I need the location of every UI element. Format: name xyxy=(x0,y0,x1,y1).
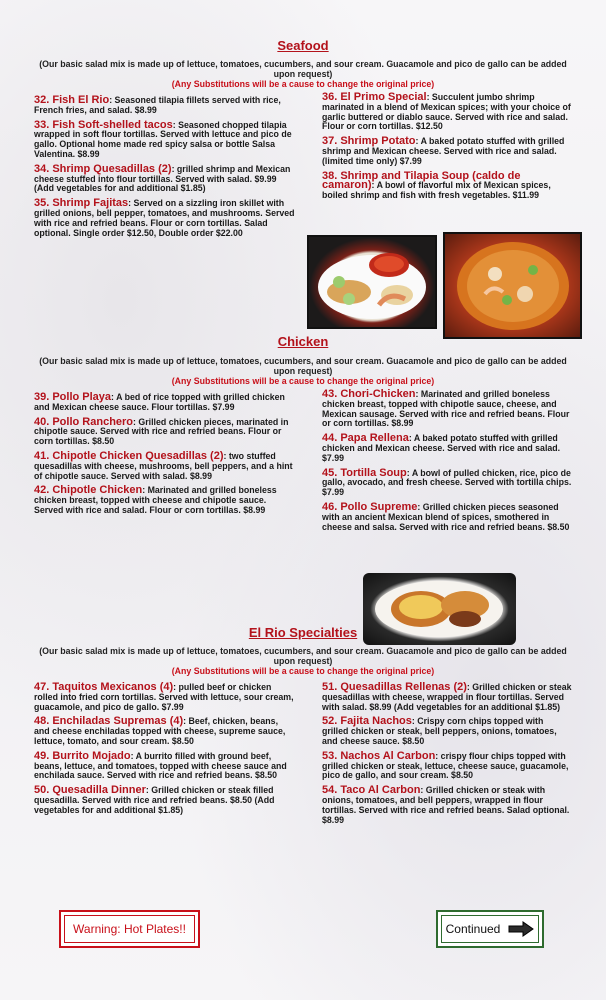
menu-item-description: : A baked potato stuffed with grilled chicken and Mexican cheese. Served with rice and salad. $7.99 xyxy=(322,433,561,463)
soup-bowl-illustration xyxy=(445,234,580,337)
menu-item xyxy=(34,486,296,515)
menu-item-description: : Grilled chicken or steak with onions, tomatoes, and bell peppers, wrapped in flour tortillas. Served with rice and refried beans. Salad optional. $8.99 xyxy=(322,785,570,825)
menu-item-name: 48. Enchiladas Supremas (4) xyxy=(34,715,184,728)
seafood-intro xyxy=(30,59,576,89)
menu-item-name: 51. Quesadillas Rellenas (2) xyxy=(322,681,467,693)
chicken-title: Chicken xyxy=(277,334,329,349)
menu-item xyxy=(34,96,296,116)
menu-item-description: : Crispy corn chips topped with grilled chicken or steak, bell peppers, onions, tomatoes, and cheese sauce. $8.50 xyxy=(322,716,557,746)
menu-item xyxy=(322,500,572,532)
chicken-left-column xyxy=(34,393,296,521)
menu-item-description: : A burrito filled with ground beef, beans, lettuce, and tomatoes, topped with cheese sauce and enchilada sauce. Served with rice and refried beans. $8.50 xyxy=(34,750,287,781)
menu-item xyxy=(322,93,572,132)
menu-item xyxy=(34,162,296,194)
menu-item-description: : Seasoned tilapia fillets served with rice, French fries, and salad. $8.99 xyxy=(34,95,281,115)
menu-item-name: 32. Fish El Rio xyxy=(34,94,110,106)
specialties-right-column xyxy=(322,683,572,830)
menu-item-description: : Grilled chicken pieces, marinated in chipotle sauce. Served with rice and refried beans. Flour or corn tortillas. $8.50 xyxy=(34,416,289,447)
menu-item xyxy=(34,683,296,712)
specialties-left-column xyxy=(34,683,296,821)
right-arrow-icon xyxy=(508,921,534,937)
menu-item-name: 54. Taco Al Carbon xyxy=(322,784,421,797)
menu-item-name: 46. Pollo Supreme xyxy=(322,500,418,513)
menu-item-name: 35. Shrimp Fajitas xyxy=(34,197,129,210)
menu-item-description: : pulled beef or chicken rolled into fried corn tortillas. Served with lettuce, sour cream, guacamole, and pico de gallo. $7.99 xyxy=(34,682,294,712)
menu-item-description: : A bowl of flavorful mix of Mexican spices, boiled shrimp and fish with fresh vegetables. $11.99 xyxy=(322,180,551,201)
specialties-title: El Rio Specialties xyxy=(248,625,358,640)
menu-item xyxy=(34,749,296,781)
hot-plates-warning-box xyxy=(59,910,200,948)
specialties-salad-note: (Our basic salad mix is made up of lettuce, tomatoes, cucumbers, and sour cream. Guacamole and pico de gallo can be added upon request) xyxy=(39,646,567,666)
hot-plates-warning: Warning: Hot Plates!! xyxy=(64,915,195,943)
menu-item xyxy=(34,118,296,160)
seafood-title: Seafood xyxy=(277,38,329,53)
menu-item xyxy=(34,415,296,447)
menu-item xyxy=(34,199,296,238)
menu-item xyxy=(322,683,572,712)
menu-item-name: 53. Nachos Al Carbon xyxy=(322,749,436,762)
menu-item xyxy=(34,717,296,746)
menu-item-description: : A baked potato stuffed with grilled shrimp and Mexican cheese. Served with rice and salad. (limited time only) $7.99 xyxy=(322,136,565,166)
menu-item-description: : A bed of rice topped with grilled chicken and Mexican cheese sauce. Flour tortillas. $7.99 xyxy=(34,392,285,412)
menu-item-name: 45. Tortilla Soup xyxy=(322,466,407,479)
shrimp-plate-illustration xyxy=(309,237,435,327)
menu-item-name: 38. Shrimp and Tilapia Soup (caldo de camaron) xyxy=(322,169,521,192)
specialties-substitution-note: (Any Substitutions will be a cause to change the original price) xyxy=(171,666,435,676)
menu-item-name: 43. Chori-Chicken xyxy=(322,388,416,400)
menu-item-description: : Beef, chicken, beans, and cheese enchiladas topped with cheese, supreme sauce, lettuce, tomato, and sour cream. $8.50 xyxy=(34,716,286,746)
chicken-right-column xyxy=(322,390,572,537)
menu-item-name: 49. Burrito Mojado xyxy=(34,749,131,762)
menu-item-name: 52. Fajita Nachos xyxy=(322,715,412,728)
menu-item-name: 47. Taquitos Mexicanos (4) xyxy=(34,681,174,693)
menu-item-name: 39. Pollo Playa xyxy=(34,391,112,403)
seafood-substitution-note: (Any Substitutions will be a cause to change the original price) xyxy=(171,79,435,89)
menu-item-description: : Grilled chicken or steak quesadillas with cheese, wrapped in flour tortillas. Served with salad. $8.99 (Add vegetables for an additional $1.85) xyxy=(322,682,572,712)
seafood-soup-photo xyxy=(443,232,582,339)
menu-item-name: 36. El Primo Special xyxy=(322,91,427,103)
seafood-left-column xyxy=(34,96,296,243)
shrimp-plate-photo xyxy=(307,235,437,329)
seafood-right-column xyxy=(322,93,572,206)
menu-item xyxy=(34,786,296,815)
menu-item xyxy=(322,434,572,463)
menu-item xyxy=(34,393,296,413)
menu-item-description: : Grilled chicken pieces seasoned with an ancient Mexican blend of spices, smothered in cheese and salsa. Served with rice and refried beans. $8.50 xyxy=(322,501,570,532)
menu-item-description: : Served on a sizzling iron skillet with grilled onions, bell pepper, tomatoes, and mushrooms. Served with rice and refried beans. Flour or corn tortillas. Salad optional. Single order $12.50, Double order $22.00 xyxy=(34,198,295,238)
menu-item-name: 34. Shrimp Quesadillas (2) xyxy=(34,162,172,175)
chicken-intro xyxy=(30,356,576,386)
menu-item-description: : crispy flour chips topped with grilled chicken or steak, lettuce, cheese sauce, guacamole, pico de gallo, and sour cream. $8.50 xyxy=(322,750,569,781)
chicken-substitution-note: (Any Substitutions will be a cause to change the original price) xyxy=(171,376,435,386)
chicken-salad-note: (Our basic salad mix is made up of lettuce, tomatoes, cucumbers, and sour cream. Guacamole and pico de gallo can be added upon request) xyxy=(39,356,567,376)
menu-item xyxy=(322,390,572,429)
menu-item-description: : two stuffed quesadillas with cheese, mushrooms, bell peppers, and a hint of chipotle sauce. Served with salad. $8.99 xyxy=(34,450,293,481)
continued-label: Continued xyxy=(445,922,501,936)
seafood-salad-note: (Our basic salad mix is made up of lettuce, tomatoes, cucumbers, and sour cream. Guacamole and pico de gallo can be added upon request) xyxy=(39,59,567,79)
menu-item-description: : grilled shrimp and Mexican cheese stuffed into flour tortillas. Served with salad. $9.99 (Add vegetables for and additional $1.85) xyxy=(34,163,291,194)
menu-item xyxy=(322,717,572,746)
menu-item-name: 37. Shrimp Potato xyxy=(322,135,416,148)
menu-item-name: 50. Quesadilla Dinner xyxy=(34,784,146,797)
menu-item-description: : Grilled chicken or steak filled quesadilla. Served with rice and refried beans. $8.50 (Add vegetables for and additional $1.85) xyxy=(34,785,275,815)
menu-item xyxy=(322,169,572,201)
specialties-intro xyxy=(30,646,576,676)
menu-item xyxy=(34,449,296,481)
menu-item-description: : Marinated and grilled boneless chicken breast, topped with chipotle sauce, cheese, and Mexican sausage. Served with rice and refried beans. Flour or corn tortillas. $8.99 xyxy=(322,389,570,429)
menu-item-description: : Seasoned chopped tilapia wrapped in soft flour tortillas. Served with lettuce and pico de gallo. Optional home made red spicy salsa or bottle Salsa Valentina. $8.99 xyxy=(34,119,292,159)
menu-item xyxy=(322,786,572,825)
menu-item xyxy=(322,749,572,781)
menu-item-description: : A bowl of pulled chicken, rice, pico de gallo, avocado, and fresh cheese. Served with tortilla chips. $7.99 xyxy=(322,467,572,498)
menu-item xyxy=(322,137,572,166)
menu-item-name: 33. Fish Soft-shelled tacos xyxy=(34,118,173,131)
menu-item-description: : Marinated and grilled boneless chicken breast, topped with cheese and chipotle sauce. Served with rice and salad. Flour or corn tortillas. $8.99 xyxy=(34,485,277,515)
menu-item xyxy=(322,466,572,498)
menu-item-name: 40. Pollo Ranchero xyxy=(34,415,134,428)
continued-button[interactable] xyxy=(436,910,544,948)
menu-item-name: 41. Chipotle Chicken Quesadillas (2) xyxy=(34,449,224,462)
menu-item-description: : Succulent jumbo shrimp marinated in a blend of Mexican spices; with your choice of garlic buttered or diablo sauce. Served with rice and salad. Flour or corn tortillas. $12.50 xyxy=(322,92,571,132)
menu-item-name: 44. Papa Rellena xyxy=(322,432,409,445)
menu-item-name: 42. Chipotle Chicken xyxy=(34,484,143,497)
